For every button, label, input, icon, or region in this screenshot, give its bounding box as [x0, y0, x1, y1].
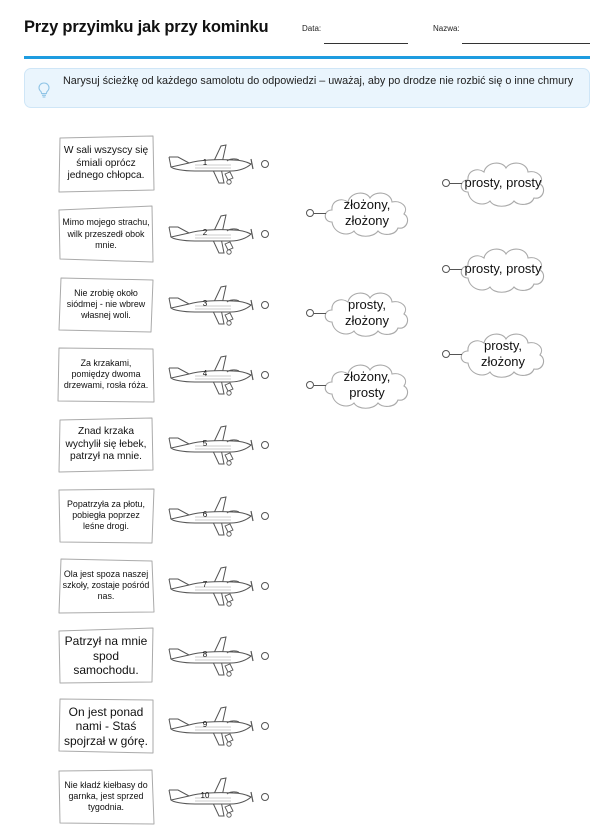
- cloud-connector-dot[interactable]: [306, 309, 314, 317]
- cloud-connector-dot[interactable]: [306, 209, 314, 217]
- cloud-connector-line: [314, 313, 326, 314]
- airplane-number: 2: [202, 228, 208, 238]
- airplane-icon: [165, 631, 260, 681]
- airplane-number: 5: [202, 439, 208, 449]
- airplane-icon: [165, 139, 260, 189]
- airplane-icon: [165, 772, 260, 822]
- sentence-card-3: [56, 276, 156, 334]
- cloud-connector-line: [450, 269, 462, 270]
- sentence-card-8: [56, 627, 156, 685]
- cloud-connector-line: [314, 213, 326, 214]
- cloud-connector-dot[interactable]: [442, 350, 450, 358]
- cloud-connector-line: [450, 354, 462, 355]
- airplane-number: 4: [202, 368, 208, 378]
- cloud-right-2: [456, 242, 548, 296]
- instruction-box: [24, 68, 590, 108]
- plane-connector-dot[interactable]: [261, 793, 269, 801]
- sentence-text: W sali wszyscy się śmiali oprócz jednego chłopca.: [63, 145, 149, 182]
- airplane-number: 7: [202, 579, 208, 589]
- sentence-card-4: [56, 346, 156, 404]
- airplane-icon: [165, 561, 260, 611]
- sentence-text: Za krzakami, pomiędzy dwoma drzewami, rosła róża.: [63, 358, 149, 391]
- cloud-answer-text: prosty, złożony: [344, 297, 390, 328]
- plane-connector-dot[interactable]: [261, 582, 269, 590]
- date-label: Data:: [302, 24, 322, 33]
- page-title: Przy przyimku jak przy kominku: [24, 18, 269, 36]
- airplane-number: 10: [200, 790, 210, 800]
- airplane-number: 9: [202, 720, 208, 730]
- sentence-card-6: [56, 487, 156, 545]
- cloud-answer-text: prosty, prosty: [464, 175, 542, 190]
- cloud-connector-dot[interactable]: [442, 179, 450, 187]
- instruction-text: Narysuj ścieżkę od każdego samolotu do odpowiedzi – uważaj, aby po drodze nie rozbić się o inne chmury: [63, 75, 574, 87]
- cloud-right-1: [456, 156, 548, 210]
- cloud-answer-text: prosty, złożony: [480, 338, 526, 369]
- airplane-icon: [165, 420, 260, 470]
- lightbulb-icon: [37, 81, 51, 99]
- plane-connector-dot[interactable]: [261, 652, 269, 660]
- airplane-number: 1: [202, 158, 208, 167]
- sentence-text: On jest ponad nami - Staś spojrzał w górę.: [63, 704, 149, 748]
- plane-connector-dot[interactable]: [261, 722, 269, 730]
- plane-connector-dot[interactable]: [261, 160, 269, 168]
- sentence-card-7: [56, 557, 156, 615]
- sentence-text: Ola jest spoza naszej szkoły, zostaje pośród nas.: [62, 568, 150, 602]
- plane-connector-dot[interactable]: [261, 512, 269, 520]
- cloud-answer-text: prosty, prosty: [464, 261, 542, 276]
- name-label: Nazwa:: [433, 24, 460, 33]
- date-field[interactable]: [324, 43, 408, 44]
- airplane-icon: [165, 280, 260, 330]
- cloud-answer-text: złożony, złożony: [343, 197, 391, 228]
- cloud-connector-dot[interactable]: [306, 381, 314, 389]
- sentence-text: Nie zrobię około siódmej - nie wbrew własnej woli.: [66, 287, 146, 321]
- airplane-icon: [165, 209, 260, 259]
- plane-connector-dot[interactable]: [261, 301, 269, 309]
- airplane-number: 6: [202, 509, 208, 519]
- airplane-number: 8: [202, 650, 208, 660]
- cloud-connector-dot[interactable]: [442, 265, 450, 273]
- cloud-right-3: [456, 327, 548, 381]
- sentence-text: Popatrzyła za płotu, pobiegła poprzez leśne drogi.: [67, 498, 145, 532]
- sentence-card-5: [56, 416, 156, 474]
- plane-connector-dot[interactable]: [261, 371, 269, 379]
- header-divider: [24, 56, 590, 59]
- name-field[interactable]: [462, 43, 590, 44]
- cloud-middle-3: [320, 358, 412, 412]
- airplane-icon: [165, 701, 260, 751]
- sentence-card-1: [56, 135, 156, 193]
- sentence-card-2: [56, 205, 156, 263]
- sentence-card-10: [56, 768, 156, 826]
- plane-connector-dot[interactable]: [261, 441, 269, 449]
- cloud-middle-1: [320, 186, 412, 240]
- cloud-answer-text: złożony, prosty: [343, 369, 391, 400]
- airplane-icon: [165, 491, 260, 541]
- sentence-card-9: [56, 697, 156, 755]
- cloud-connector-line: [450, 183, 462, 184]
- cloud-connector-line: [314, 385, 326, 386]
- sentence-text: Znad krzaka wychylił się łebek, patrzył na mnie.: [65, 426, 147, 463]
- airplane-icon: [165, 350, 260, 400]
- sentence-text: Patrzył na mnie spod samochodu.: [64, 634, 148, 678]
- plane-connector-dot[interactable]: [261, 230, 269, 238]
- cloud-middle-2: [320, 286, 412, 340]
- sentence-text: Mimo mojego strachu, wilk przeszedł obok mnie.: [62, 217, 150, 250]
- sentence-text: Nie kładź kiełbasy do garnka, jest sprzed tygodnia.: [64, 779, 148, 813]
- airplane-number: 3: [202, 298, 208, 308]
